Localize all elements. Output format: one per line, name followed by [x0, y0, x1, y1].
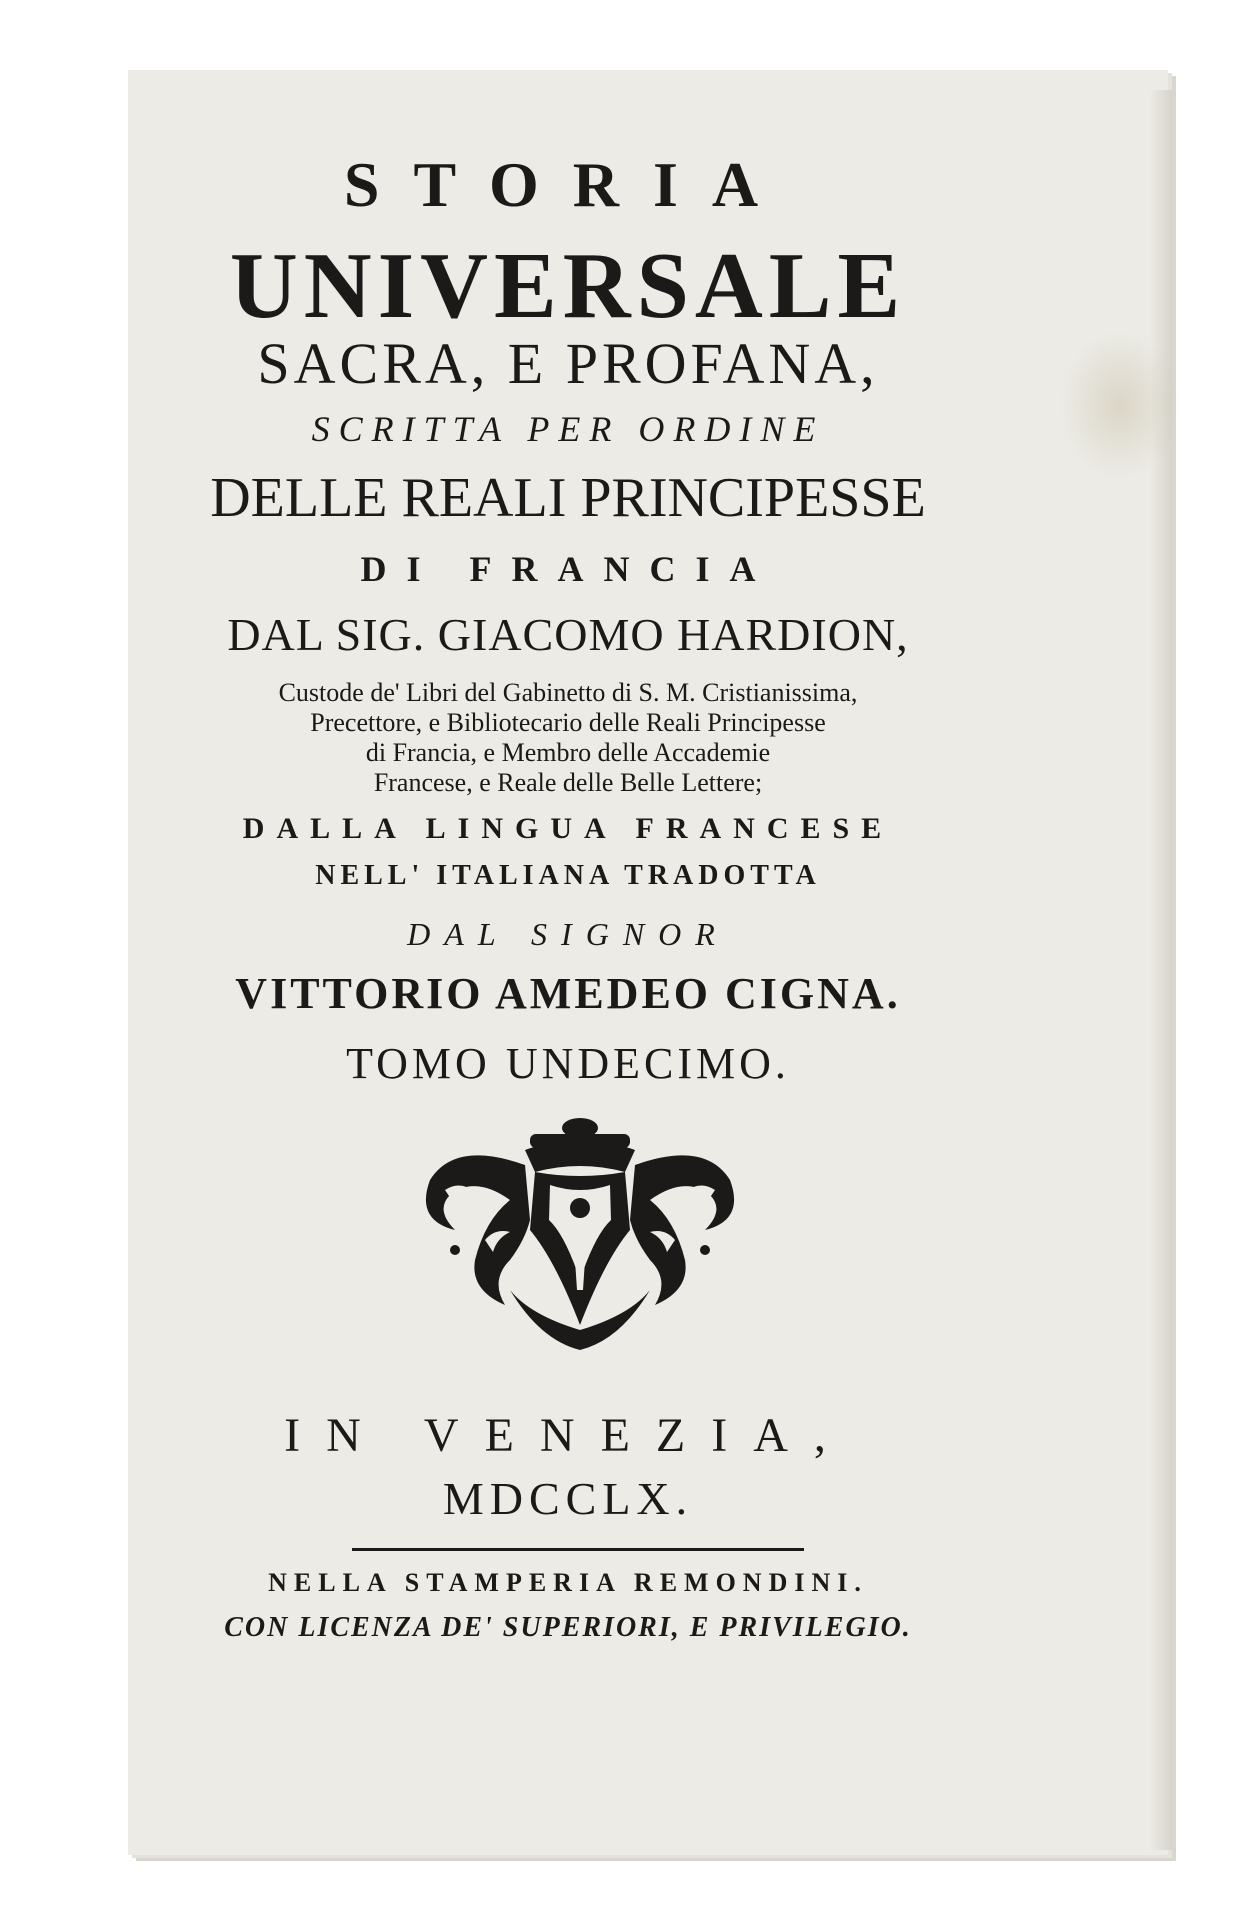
paper-stain [1060, 330, 1180, 480]
author-role-line: Custode de' Libri del Gabinetto di S. M. Cristianissima, [278, 678, 858, 707]
title-line-sacra-profana: SACRA, E PROFANA, [257, 331, 879, 396]
translation-line-2: NELL' ITALIANA TRADOTTA [315, 860, 821, 891]
title-line-universale: UNIVERSALE [229, 234, 907, 338]
title-line-storia: STORIA [343, 149, 793, 220]
crown-cartouche-icon [415, 1110, 745, 1360]
title-line-principesse: DELLE REALI PRINCIPESSE [210, 467, 926, 529]
author-roles [128, 678, 1008, 798]
translator-name: VITTORIO AMEDEO CIGNA. [235, 969, 901, 1018]
title-line-francia: DI FRANCIA [360, 549, 776, 589]
imprint-place: IN VENEZIA, [284, 1409, 852, 1462]
title-line-scritta: SCRITTA PER ORDINE [311, 409, 825, 449]
translation-line-1: DALLA LINGUA FRANCESE [242, 812, 894, 845]
imprint-license: CON LICENZA DE' SUPERIORI, E PRIVILEGIO. [224, 1612, 912, 1643]
divider-rule [352, 1548, 804, 1551]
volume-label: TOMO UNDECIMO. [346, 1039, 790, 1088]
author-role-line: di Francia, e Membro delle Accademie [365, 738, 771, 767]
author-line: DAL SIG. GIACOMO HARDION, [227, 609, 909, 660]
imprint-year: MDCCLX. [442, 1473, 694, 1524]
imprint-printer: NELLA STAMPERIA REMONDINI. [268, 1568, 868, 1597]
author-role-line: Precettore, e Bibliotecario delle Reali Principesse [310, 708, 826, 737]
translator-intro: DAL SIGNOR [407, 916, 729, 952]
author-role-line: Francese, e Reale delle Belle Lettere; [373, 768, 763, 797]
